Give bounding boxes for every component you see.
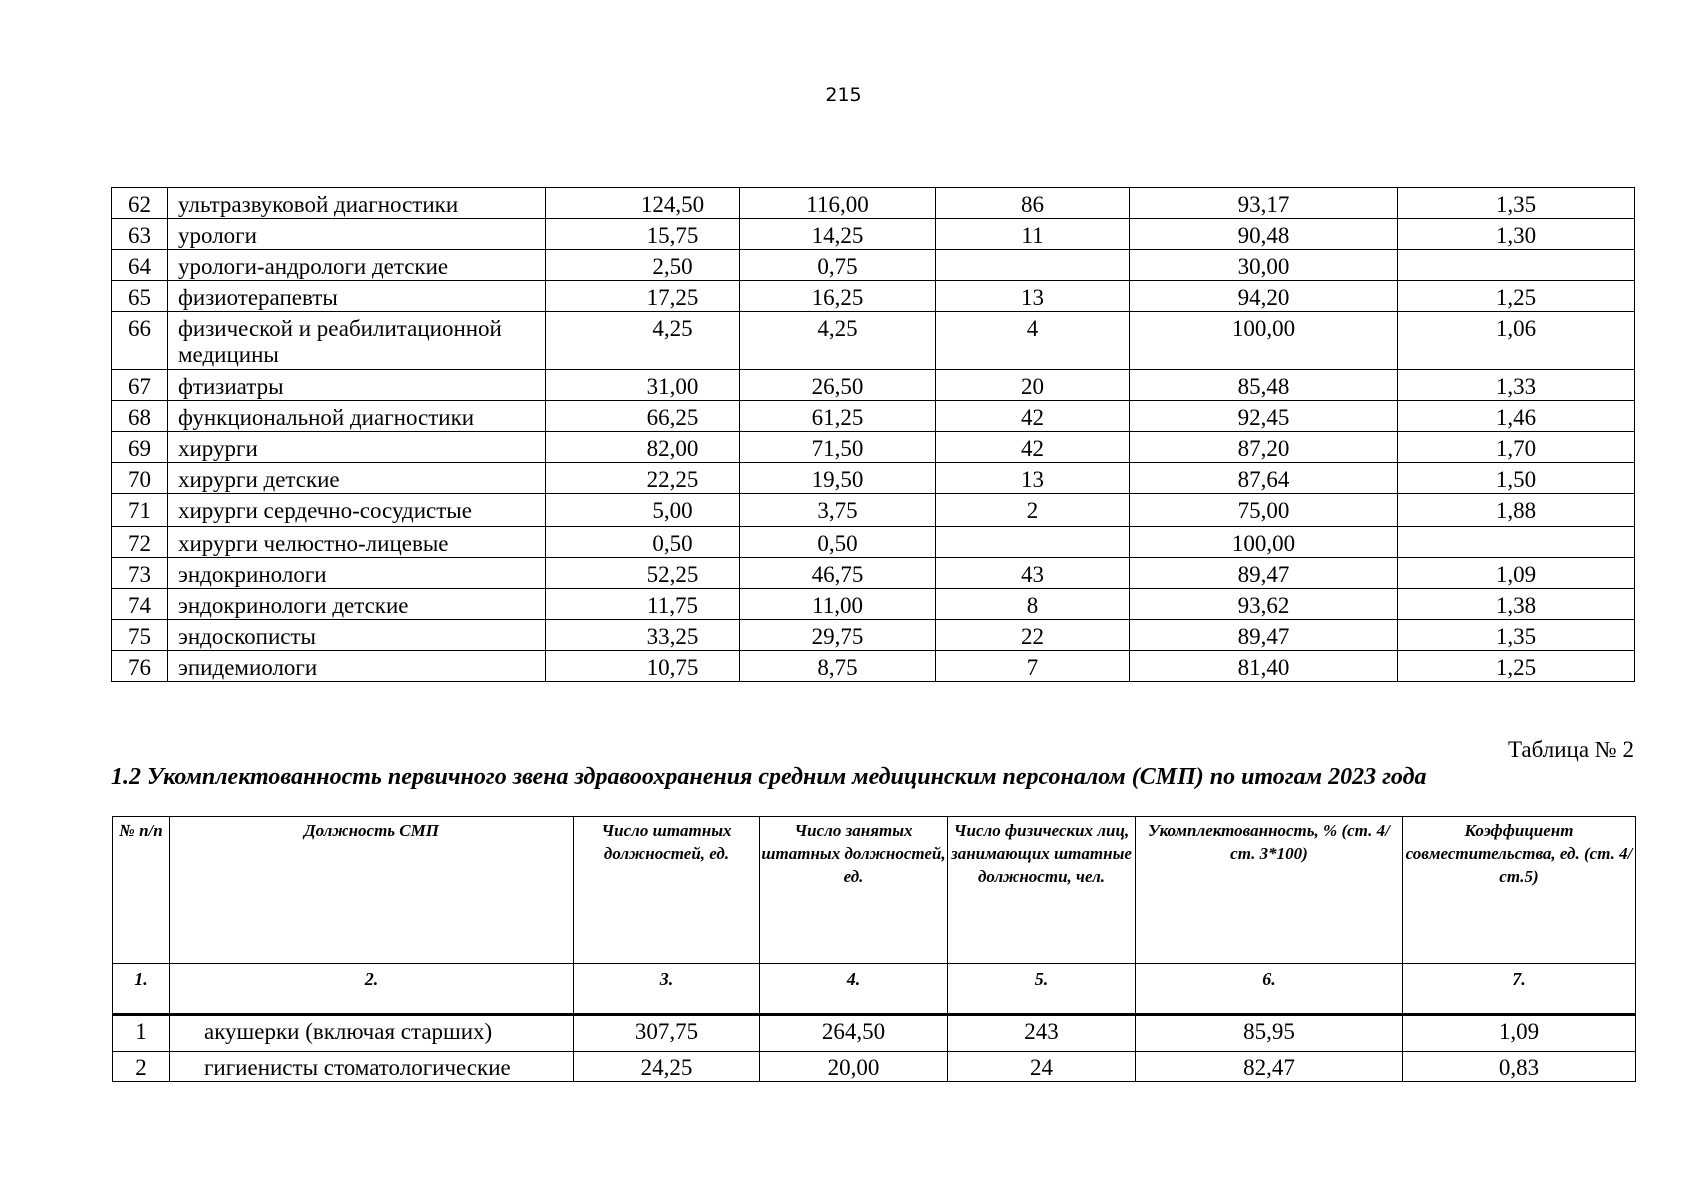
table-row bbox=[112, 494, 1635, 527]
position-name: хирурги bbox=[168, 432, 546, 463]
occupied-positions: 8,75 bbox=[740, 651, 936, 682]
individuals bbox=[936, 527, 1130, 558]
combination-coefficient: 1,25 bbox=[1398, 651, 1635, 682]
position-name: хирурги детские bbox=[168, 463, 546, 494]
table-row bbox=[112, 401, 1635, 432]
row-number: 67 bbox=[112, 370, 168, 401]
occupied-positions: 16,25 bbox=[740, 281, 936, 312]
occupied-positions: 116,00 bbox=[740, 188, 936, 219]
page-number: 215 bbox=[825, 84, 862, 106]
position-name: эндокринологи bbox=[168, 558, 546, 589]
row-number: 71 bbox=[112, 494, 168, 527]
staffing-level: 92,45 bbox=[1130, 401, 1398, 432]
row-number: 75 bbox=[112, 620, 168, 651]
index-cell: 6. bbox=[1136, 964, 1403, 1015]
occupied-positions: 14,25 bbox=[740, 219, 936, 250]
combination-coefficient: 0,83 bbox=[1403, 1052, 1636, 1082]
individuals: 43 bbox=[936, 558, 1130, 589]
position-name: гигиенисты стоматологические bbox=[170, 1052, 574, 1082]
position-name: физиотерапевты bbox=[168, 281, 546, 312]
individuals: 24 bbox=[948, 1052, 1136, 1082]
staffing-level: 82,47 bbox=[1136, 1052, 1403, 1082]
combination-coefficient: 1,88 bbox=[1398, 494, 1635, 527]
position-name: хирурги челюстно-лицевые bbox=[168, 527, 546, 558]
table-row bbox=[112, 281, 1635, 312]
staffing-level: 100,00 bbox=[1130, 312, 1398, 370]
occupied-positions: 26,50 bbox=[740, 370, 936, 401]
table-row bbox=[112, 250, 1635, 281]
occupied-positions: 20,00 bbox=[760, 1052, 948, 1082]
individuals: 20 bbox=[936, 370, 1130, 401]
staff-positions: 82,00 bbox=[546, 432, 740, 463]
individuals: 2 bbox=[936, 494, 1130, 527]
occupied-positions: 264,50 bbox=[760, 1015, 948, 1052]
position-name: хирурги сердечно-сосудистые bbox=[168, 494, 546, 527]
position-name: функциональной диагностики bbox=[168, 401, 546, 432]
staffing-level: 90,48 bbox=[1130, 219, 1398, 250]
occupied-positions: 29,75 bbox=[740, 620, 936, 651]
staffing-level: 100,00 bbox=[1130, 527, 1398, 558]
occupied-positions: 3,75 bbox=[740, 494, 936, 527]
header-position: Должность СМП bbox=[170, 817, 574, 964]
staff-positions: 2,50 bbox=[546, 250, 740, 281]
position-name: урологи-андрологи детские bbox=[168, 250, 546, 281]
table-row bbox=[112, 589, 1635, 620]
occupied-positions: 19,50 bbox=[740, 463, 936, 494]
table-row bbox=[112, 558, 1635, 589]
header-occupied-positions: Число занятых штатных должностей, ед. bbox=[760, 817, 948, 964]
index-cell: 1. bbox=[113, 964, 170, 1015]
staffing-level: 87,64 bbox=[1130, 463, 1398, 494]
occupied-positions: 0,50 bbox=[740, 527, 936, 558]
combination-coefficient: 1,09 bbox=[1403, 1015, 1636, 1052]
row-number: 66 bbox=[112, 312, 168, 370]
row-number: 1 bbox=[113, 1015, 170, 1052]
position-name: урологи bbox=[168, 219, 546, 250]
individuals: 8 bbox=[936, 589, 1130, 620]
table1-body bbox=[112, 188, 1635, 682]
individuals: 86 bbox=[936, 188, 1130, 219]
individuals: 4 bbox=[936, 312, 1130, 370]
combination-coefficient: 1,35 bbox=[1398, 188, 1635, 219]
combination-coefficient: 1,38 bbox=[1398, 589, 1635, 620]
staffing-level: 87,20 bbox=[1130, 432, 1398, 463]
row-number: 65 bbox=[112, 281, 168, 312]
position-name: акушерки (включая старших) bbox=[170, 1015, 574, 1052]
staff-positions: 10,75 bbox=[546, 651, 740, 682]
staffing-level: 85,95 bbox=[1136, 1015, 1403, 1052]
combination-coefficient: 1,35 bbox=[1398, 620, 1635, 651]
index-cell: 7. bbox=[1403, 964, 1636, 1015]
table-row bbox=[112, 188, 1635, 219]
row-number: 63 bbox=[112, 219, 168, 250]
individuals: 7 bbox=[936, 651, 1130, 682]
occupied-positions: 61,25 bbox=[740, 401, 936, 432]
staffing-level: 89,47 bbox=[1130, 558, 1398, 589]
section-title: 1.2 Укомплектованность первичного звена здравоохранения средним медицинским персоналом (СМП) по итогам 2023 года bbox=[111, 764, 1427, 790]
staffing-level: 94,20 bbox=[1130, 281, 1398, 312]
table-row bbox=[112, 651, 1635, 682]
header-staff-positions: Число штатных должностей, ед. bbox=[574, 817, 760, 964]
staff-positions: 66,25 bbox=[546, 401, 740, 432]
staff-positions: 31,00 bbox=[546, 370, 740, 401]
position-name: эпидемиологи bbox=[168, 651, 546, 682]
table-row bbox=[112, 370, 1635, 401]
staff-positions: 0,50 bbox=[546, 527, 740, 558]
header-combination-coefficient: Коэффициент совместительства, ед. (ст. 4/ст.5) bbox=[1403, 817, 1636, 964]
row-number: 70 bbox=[112, 463, 168, 494]
individuals: 42 bbox=[936, 432, 1130, 463]
row-number: 64 bbox=[112, 250, 168, 281]
combination-coefficient: 1,30 bbox=[1398, 219, 1635, 250]
index-cell: 4. bbox=[760, 964, 948, 1015]
table-row bbox=[113, 1015, 1636, 1052]
staff-positions: 22,25 bbox=[546, 463, 740, 494]
staffing-level: 30,00 bbox=[1130, 250, 1398, 281]
row-number: 68 bbox=[112, 401, 168, 432]
staff-positions: 307,75 bbox=[574, 1015, 760, 1052]
staffing-level: 75,00 bbox=[1130, 494, 1398, 527]
individuals: 42 bbox=[936, 401, 1130, 432]
table-row bbox=[112, 463, 1635, 494]
individuals: 11 bbox=[936, 219, 1130, 250]
table-row bbox=[112, 219, 1635, 250]
table-row bbox=[112, 312, 1635, 370]
table-row bbox=[112, 620, 1635, 651]
header-number: № п/п bbox=[113, 817, 170, 964]
combination-coefficient: 1,70 bbox=[1398, 432, 1635, 463]
staff-positions: 33,25 bbox=[546, 620, 740, 651]
occupied-positions: 71,50 bbox=[740, 432, 936, 463]
staff-positions: 4,25 bbox=[546, 312, 740, 370]
occupied-positions: 4,25 bbox=[740, 312, 936, 370]
individuals: 243 bbox=[948, 1015, 1136, 1052]
table2-index-row bbox=[113, 964, 1636, 1015]
combination-coefficient: 1,25 bbox=[1398, 281, 1635, 312]
position-name: эндокринологи детские bbox=[168, 589, 546, 620]
staffing-level: 89,47 bbox=[1130, 620, 1398, 651]
table2-body bbox=[113, 1015, 1636, 1082]
staffing-table-nurses bbox=[112, 816, 1636, 1082]
combination-coefficient: 1,09 bbox=[1398, 558, 1635, 589]
staffing-table-doctors bbox=[111, 187, 1635, 682]
row-number: 2 bbox=[113, 1052, 170, 1082]
occupied-positions: 0,75 bbox=[740, 250, 936, 281]
combination-coefficient: 1,50 bbox=[1398, 463, 1635, 494]
row-number: 73 bbox=[112, 558, 168, 589]
index-cell: 3. bbox=[574, 964, 760, 1015]
staff-positions: 124,50 bbox=[546, 188, 740, 219]
staff-positions: 5,00 bbox=[546, 494, 740, 527]
position-name: физической и реабилитационной медицины bbox=[168, 312, 546, 370]
combination-coefficient bbox=[1398, 527, 1635, 558]
row-number: 62 bbox=[112, 188, 168, 219]
index-cell: 2. bbox=[170, 964, 574, 1015]
table-label: Таблица № 2 bbox=[1507, 737, 1634, 762]
staffing-level: 85,48 bbox=[1130, 370, 1398, 401]
table-row bbox=[113, 1052, 1636, 1082]
combination-coefficient: 1,46 bbox=[1398, 401, 1635, 432]
staffing-level: 81,40 bbox=[1130, 651, 1398, 682]
staff-positions: 11,75 bbox=[546, 589, 740, 620]
table-row bbox=[112, 527, 1635, 558]
combination-coefficient: 1,06 bbox=[1398, 312, 1635, 370]
position-name: эндоскописты bbox=[168, 620, 546, 651]
staff-positions: 15,75 bbox=[546, 219, 740, 250]
occupied-positions: 46,75 bbox=[740, 558, 936, 589]
combination-coefficient: 1,33 bbox=[1398, 370, 1635, 401]
table-row bbox=[112, 432, 1635, 463]
occupied-positions: 11,00 bbox=[740, 589, 936, 620]
combination-coefficient bbox=[1398, 250, 1635, 281]
staff-positions: 24,25 bbox=[574, 1052, 760, 1082]
individuals: 13 bbox=[936, 281, 1130, 312]
staff-positions: 52,25 bbox=[546, 558, 740, 589]
index-cell: 5. bbox=[948, 964, 1136, 1015]
row-number: 72 bbox=[112, 527, 168, 558]
individuals bbox=[936, 250, 1130, 281]
row-number: 74 bbox=[112, 589, 168, 620]
row-number: 69 bbox=[112, 432, 168, 463]
staffing-level: 93,17 bbox=[1130, 188, 1398, 219]
staff-positions: 17,25 bbox=[546, 281, 740, 312]
staffing-level: 93,62 bbox=[1130, 589, 1398, 620]
header-staffing-level: Укомплектованность, % (ст. 4/ст. 3*100) bbox=[1136, 817, 1403, 964]
header-individuals: Число физических лиц, занимающих штатные должности, чел. bbox=[948, 817, 1136, 964]
position-name: ультразвуковой диагностики bbox=[168, 188, 546, 219]
row-number: 76 bbox=[112, 651, 168, 682]
individuals: 22 bbox=[936, 620, 1130, 651]
position-name: фтизиатры bbox=[168, 370, 546, 401]
table2-header-row bbox=[113, 817, 1636, 964]
individuals: 13 bbox=[936, 463, 1130, 494]
